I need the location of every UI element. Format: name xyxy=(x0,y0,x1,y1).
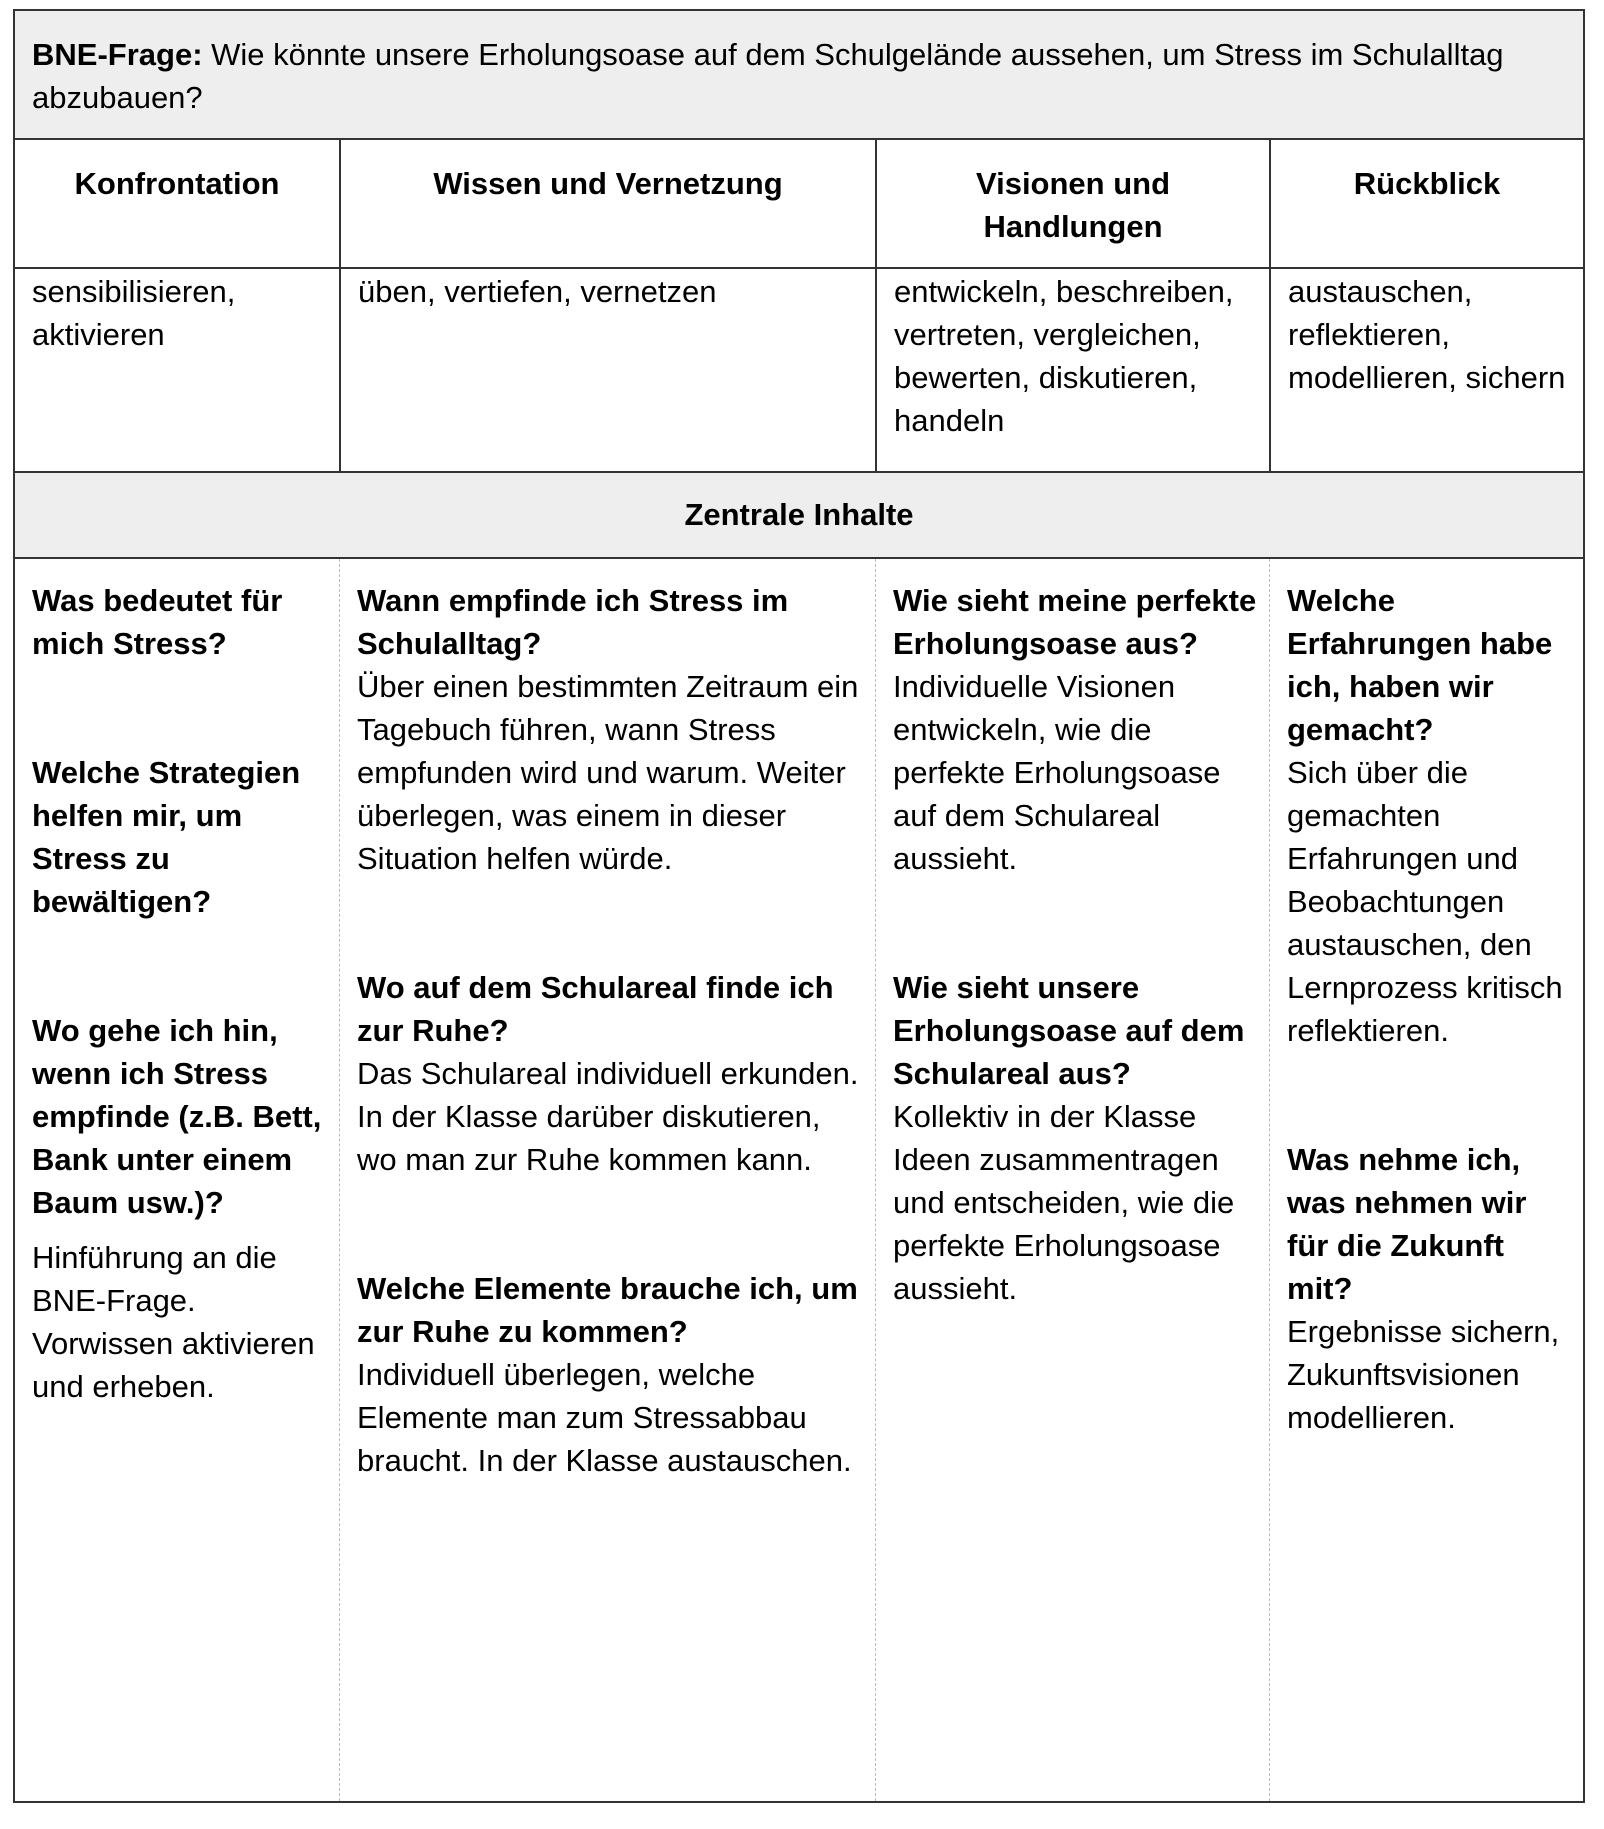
guiding-question: Wann empfinde ich Stress im Schulalltag? xyxy=(357,583,789,661)
activity-description: Ergebnisse sichern, Zukunftsvisionen modellieren. xyxy=(1287,1314,1560,1435)
content-block xyxy=(32,751,329,923)
activity-description: Individuelle Visionen entwickeln, wie die perfekte Erholungsoase auf dem Schulareal aussieht. xyxy=(893,669,1221,876)
bne-question-row xyxy=(15,11,1583,140)
verbs-konfrontation: sensibilisieren, aktivieren xyxy=(32,274,236,352)
content-block xyxy=(1287,1138,1573,1439)
guiding-question: Welche Erfahrungen habe ich, haben wir gemacht? xyxy=(1287,583,1553,747)
content-konfrontation xyxy=(15,559,339,1801)
guiding-question: Welche Strategien helfen mir, um Stress zu bewältigen? xyxy=(32,755,301,919)
verbs-rueckblick: austauschen, reflektieren, modellieren, sichern xyxy=(1269,269,1583,471)
phase-header-rueckblick: Rückblick xyxy=(1269,140,1583,267)
content-block xyxy=(1287,579,1573,1052)
content-row xyxy=(15,559,1583,1801)
content-block xyxy=(32,579,329,665)
phase-header-visionen: Visionen und Handlungen xyxy=(875,140,1269,267)
content-block xyxy=(357,966,865,1181)
verbs-visionen: entwickeln, beschreiben, vertreten, vergleichen, bewerten, diskutieren, handeln xyxy=(875,269,1269,471)
guiding-question: Wo auf dem Schulareal finde ich zur Ruhe? xyxy=(357,970,834,1048)
activity-description: Individuell überlegen, welche Elemente man zum Stressabbau braucht. In der Klasse austauschen. xyxy=(357,1357,852,1478)
bne-planning-table xyxy=(13,9,1585,1803)
phase-verbs-row xyxy=(15,269,1583,473)
central-contents-row xyxy=(15,473,1583,559)
bne-question-text: Wie könnte unsere Erholungsoase auf dem Schulgelände aussehen, um Stress im Schulalltag abzubauen? xyxy=(32,37,1504,115)
content-block xyxy=(32,1009,329,1408)
content-block xyxy=(357,1267,865,1482)
activity-description: Über einen bestimmten Zeitraum ein Tagebuch führen, wann Stress empfunden wird und warum. Weiter überlegen, was einem in dieser Situation helfen würde. xyxy=(357,669,859,876)
content-block xyxy=(893,966,1259,1310)
content-block xyxy=(893,579,1259,880)
phase-header-wissen: Wissen und Vernetzung xyxy=(339,140,875,267)
content-wissen xyxy=(339,559,875,1801)
central-contents-heading: Zentrale Inhalte xyxy=(684,497,914,532)
guiding-question: Wie sieht unsere Erholungsoase auf dem Schulareal aus? xyxy=(893,970,1245,1091)
guiding-question: Welche Elemente brauche ich, um zur Ruhe zu kommen? xyxy=(357,1271,858,1349)
phase-header-konfrontation: Konfrontation xyxy=(74,166,280,201)
bne-question xyxy=(32,33,1553,119)
content-visionen xyxy=(875,559,1269,1801)
phase-header-row xyxy=(15,140,1583,269)
activity-description: Sich über die gemachten Erfahrungen und Beobachtungen austauschen, den Lernprozess kritisch reflektieren. xyxy=(1287,755,1563,1048)
guiding-question: Was bedeutet für mich Stress? xyxy=(32,583,283,661)
guiding-question: Wo gehe ich hin, wenn ich Stress empfinde (z.B. Bett, Bank unter einem Baum usw.)? xyxy=(32,1013,322,1220)
guiding-question: Wie sieht meine perfekte Erholungsoase aus? xyxy=(893,583,1257,661)
verbs-wissen: üben, vertiefen, vernetzen xyxy=(339,269,875,471)
activity-description: Kollektiv in der Klasse Ideen zusammentragen und entscheiden, wie die perfekte Erholungsoase aussieht. xyxy=(893,1099,1235,1306)
activity-description: Das Schulareal individuell erkunden. In der Klasse darüber diskutieren, wo man zur Ruhe kommen kann. xyxy=(357,1056,859,1177)
activity-description: Hinführung an die BNE-Frage. Vorwissen aktivieren und erheben. xyxy=(32,1240,315,1404)
content-rueckblick xyxy=(1269,559,1583,1801)
guiding-question: Was nehme ich, was nehmen wir für die Zukunft mit? xyxy=(1287,1142,1527,1306)
bne-question-label: BNE-Frage: xyxy=(32,37,203,72)
content-block xyxy=(357,579,865,880)
